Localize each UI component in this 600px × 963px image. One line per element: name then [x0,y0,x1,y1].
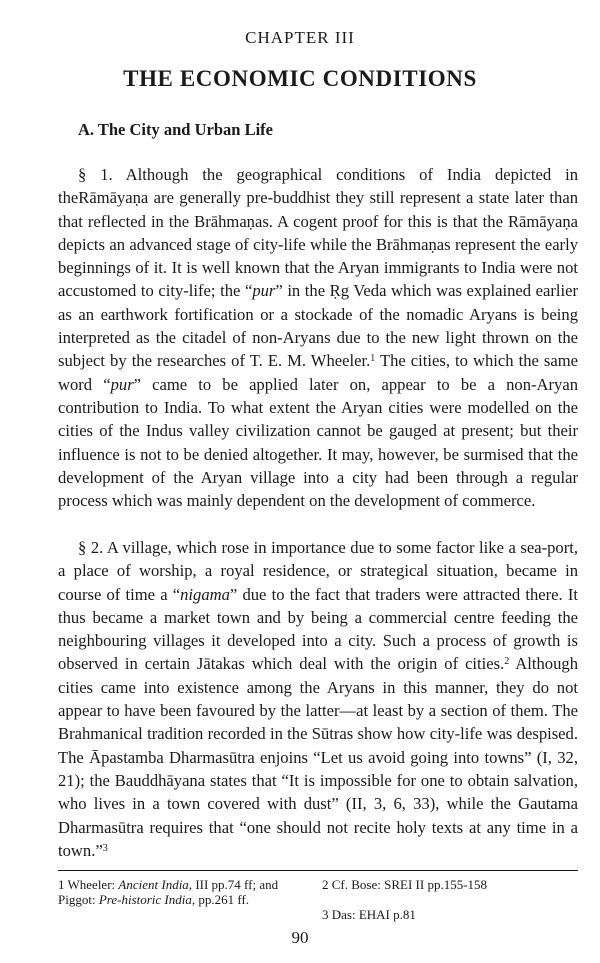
footnote-2: 2 Cf. Bose: SREI II pp.155-158 [322,877,488,892]
footnote-1 [58,877,308,907]
footnote-1-italic-1: Ancient India, [118,877,193,892]
para1-italic-pur-2: pur [110,374,134,394]
para1-text-3: The cities, to which the same word “ [58,351,578,394]
footnote-1-lead: 1 Wheeler: [58,877,119,892]
para2-text-3: Although cities came into existence among the Aryans in this manner, they do not appear to have been favoured by the latter—at least by a section of them. The Brahmanical tradition recorded in the Sūtras show how city-life was despised. The Āpastamba Dharmasūtra enjoins “Let us avoid going into towns” (I, 32, 21); the Bauddhāyana states that “It is impossible for one to obtain salvation, who lives in a town covered with dust” (II, 3, 6, 33), while the Gautama Dharmasūtra requires that “one should not recite holy texts at any time in a town.” [58,654,578,860]
footnote-ref-3[interactable]: 3 [102,842,108,854]
para1-text-2: ” in the Ṛg Veda which was explained earlier as an earthwork fortification or a stockade of the nomadic Aryans is being interpreted as the citadel of non-Aryans due to the new light thrown on the subject by the researches of T. E. M. Wheeler. [58,281,578,371]
para1-text-4: ” came to be applied later on, appear to be a non-Aryan contribution to India. To what extent the Aryan cities were modelled on the cities of the Indus valley civilization cannot be gauged at present; but their influence is not to be denied altogether. It may, however, be surmised that the development of the Aryan village into a city had been through a regular process which was mainly dependent on the development of commerce. [58,374,578,511]
chapter-title: THE ECONOMIC CONDITIONS [123,66,477,91]
chapter-heading: CHAPTER III [245,28,355,47]
para2-italic-nigama: nigama [180,584,230,604]
page-number: 90 [291,928,309,947]
para2-text-1: § 2. A village, which rose in importance due to some factor like a sea-port, a place of worship, a royal residence, or strategical situation, became in course of time a “ [58,538,578,604]
footnote-3: 3 Das: EHAI p.81 [322,907,416,922]
footnote-1-tail: pp.261 ff. [195,892,250,907]
section-heading: A. The City and Urban Life [78,120,273,139]
paragraph-2 [58,536,578,862]
para1-text-1: § 1. Although the geographical conditions of India depicted in theRāmāyaṇa are generally pre-buddhist they still represent a state later than that reflected in the Brāhmaṇas. A cogent proof for this is that the Rāmāyaṇa depicts an advanced stage of city-life while the Brāhmaṇas represent the early beginnings of it. It is well known that the Aryan immigrants to India were not accustomed to city-life; the “ [58,165,578,301]
paragraph-1 [58,163,578,512]
footnote-ref-2[interactable]: 2 [504,656,510,668]
para1-italic-pur: pur [252,281,276,301]
footnote-1-italic-2: Pre-historic India, [98,892,196,907]
footnote-ref-1[interactable]: 1 [370,353,376,365]
footnote-1-middle: III pp.74 ff; and Piggot: [58,877,279,907]
footnote-divider [58,870,578,871]
para2-text-2: ” due to the fact that traders were attracted there. It thus became a market town and by being a commercial centre feeding the neighbouring villages it developed into a city. Such a process of growth is observed in certain Jātakas which deal with the origin of cities. [58,584,579,674]
